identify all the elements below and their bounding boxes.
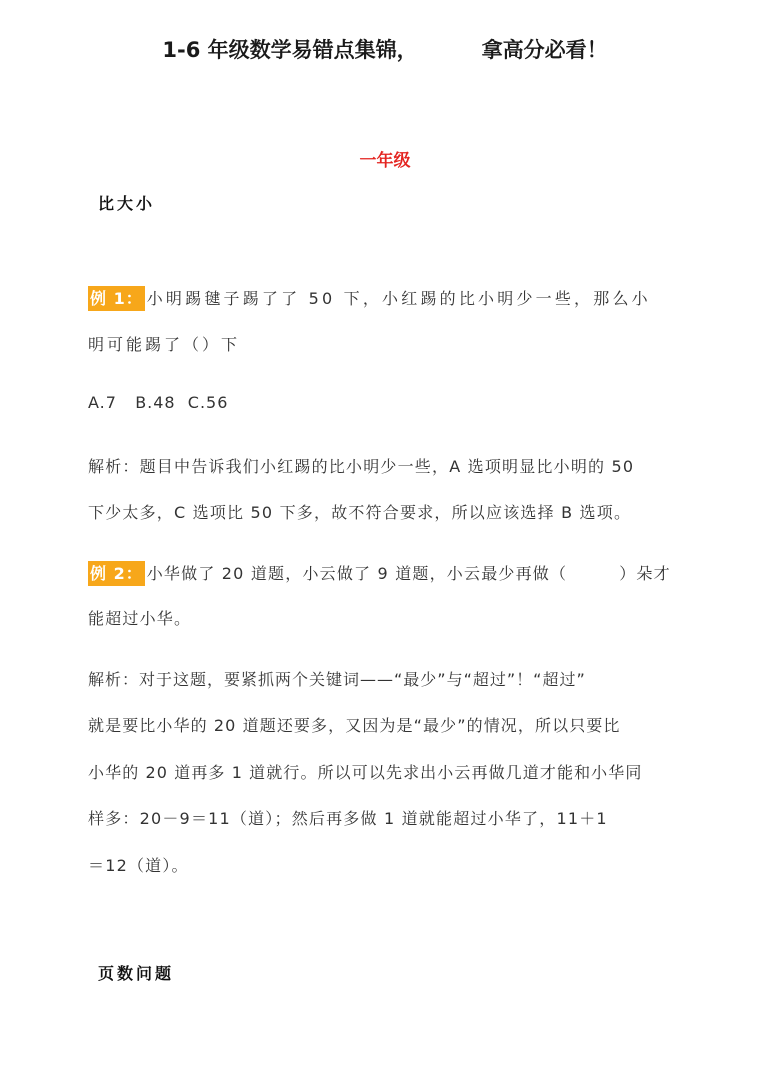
- example-2-analysis-line-3: 小华的 20 道再多 1 道就行。所以可以先求出小云再做几道才能和小华同: [88, 763, 643, 782]
- example-1-tag: 例 1：: [88, 286, 145, 311]
- title-part-1: 1-6 年级数学易错点集锦，: [162, 38, 418, 62]
- section-heading-page-count: 页数问题: [98, 964, 175, 983]
- example-2-question-line-2: 能超过小华。: [88, 609, 192, 628]
- example-2-analysis-line-2: 就是要比小华的 20 道题还要多，又因为是“最少”的情况，所以只要比: [88, 716, 621, 735]
- section-heading-compare: 比大小: [98, 194, 156, 213]
- example-2-tag: 例 2：: [88, 561, 145, 586]
- example-2-analysis-line-4: 样多：20－9＝11（道）；然后再多做 1 道就能超过小华了，11＋1: [88, 809, 608, 828]
- example-2-question-line-1: [88, 561, 671, 584]
- example-1-question-line-2: 明可能踢了（）下: [88, 335, 241, 354]
- example-2-analysis-line-5: ＝12（道）。: [88, 856, 189, 875]
- title-part-2: 拿高分必看！: [481, 38, 608, 62]
- example-1-options: A.7 B.48 C.56: [88, 393, 229, 412]
- example-1-analysis-line-2: 下少太多，C 选项比 50 下多，故不符合要求，所以应该选择 B 选项。: [88, 503, 632, 522]
- example-1-question-line-1: [88, 286, 651, 309]
- example-1-text-1: 小明踢毽子踢了了 50 下，小红踢的比小明少一些，那么小: [146, 289, 651, 308]
- example-2-text-1b: ）朵才: [619, 564, 671, 583]
- document-title: [0, 34, 770, 64]
- example-2-text-1a: 小华做了 20 道题，小云做了 9 道题，小云最少再做（: [146, 564, 568, 583]
- grade-heading: 一年级: [359, 151, 411, 171]
- example-1-analysis-line-1: 解析：题目中告诉我们小红踢的比小明少一些，A 选项明显比小明的 50: [88, 457, 635, 476]
- example-2-analysis-line-1: 解析：对于这题，要紧抓两个关键词——“最少”与“超过”！“超过”: [88, 670, 586, 689]
